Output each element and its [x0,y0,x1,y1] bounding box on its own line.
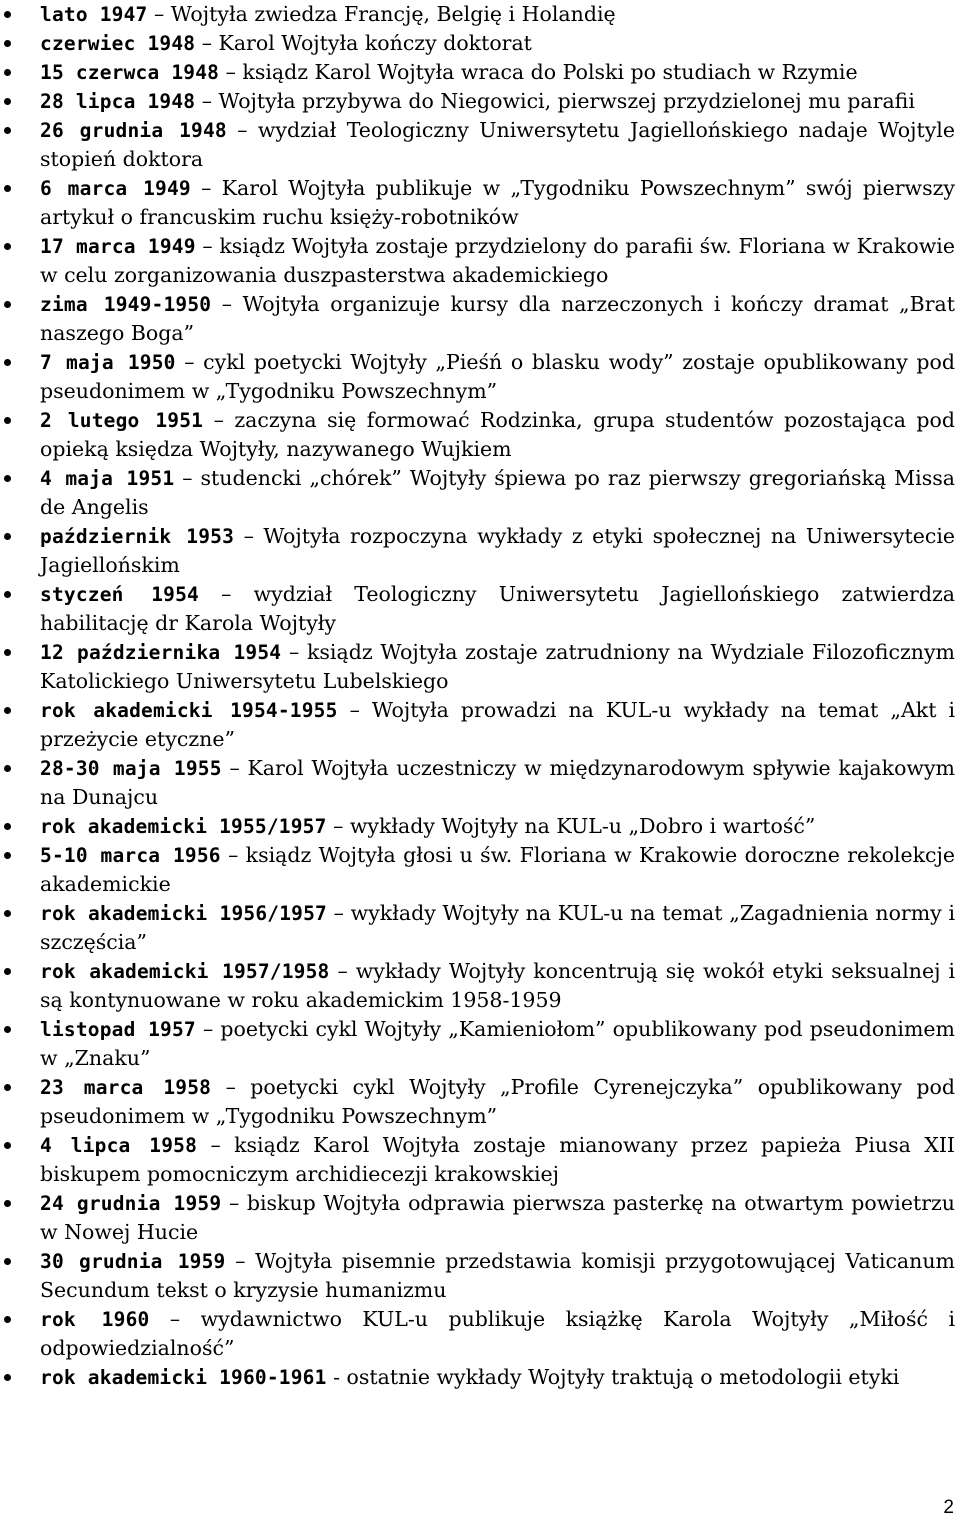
list-item [0,58,958,87]
list-item [0,580,958,638]
list-item [0,464,958,522]
entry-date: rok akademicki 1956/1957 [40,902,327,925]
entry-date: 30 grudnia 1959 [40,1250,226,1273]
list-item [0,1131,958,1189]
entry-date: rok akademicki 1955/1957 [40,815,327,838]
list-item [0,1073,958,1131]
list-item [0,348,958,406]
list-item [0,1363,958,1392]
entry-date: 2 lutego 1951 [40,409,204,432]
entry-date: 28 lipca 1948 [40,90,196,113]
entry-text: – cykl poetycki Wojtyły „Pieśń o blasku wody” zostaje opublikowany pod pseudonimem w „Tygodniku Powszechnym” [40,350,956,403]
entry-date: 7 maja 1950 [40,351,176,374]
entry-text: – Wojtyła przybywa do Niegowici, pierwszej przydzielonej mu parafii [195,89,915,113]
entry-text: – ksiądz Karol Wojtyła wraca do Polski po studiach w Rzymie [219,60,858,84]
list-item [0,87,958,116]
entry-text: – wydział Teologiczny Uniwersytetu Jagiellońskiego nadaje Wojtyle stopień doktora [40,118,955,171]
entry-text: – Wojtyła zwiedza Francję, Belgię i Holandię [147,2,616,26]
entry-text: – zaczyna się formować Rodzinka, grupa studentów pozostająca pod opieką księdza Wojtyły, nazywanego Wujkiem [40,408,955,461]
list-item [0,174,958,232]
list-item [0,957,958,1015]
entry-text: – biskup Wojtyła odprawia pierwsza pasterkę na otwartym powietrzu w Nowej Hucie [40,1191,955,1244]
entry-text: – Wojtyła organizuje kursy dla narzeczonych i kończy dramat „Brat naszego Boga” [40,292,955,345]
list-item [0,1189,958,1247]
entry-text: – ksiądz Wojtyła zostaje przydzielony do parafii św. Floriana w Krakowie w celu zorganizowania duszpasterstwa akademickiego [40,234,955,287]
entry-date: 5-10 marca 1956 [40,844,221,867]
list-item [0,812,958,841]
entry-date: 4 lipca 1958 [40,1134,198,1157]
list-item [0,841,958,899]
list-item [0,1015,958,1073]
entry-date: lato 1947 [40,3,148,26]
entry-text: - ostatnie wykłady Wojtyły traktują o metodologii etyki [326,1365,900,1389]
entry-date: styczeń 1954 [40,583,199,606]
entry-date: 4 maja 1951 [40,467,175,490]
entry-text: – Karol Wojtyła publikuje w „Tygodniku Powszechnym” swój pierwszy artykuł o francuskim ruchu księży-robotników [40,176,955,229]
entry-text: – Karol Wojtyła kończy doktorat [195,31,532,55]
list-item [0,1247,958,1305]
entry-text: – wydział Teologiczny Uniwersytetu Jagiellońskiego zatwierdza habilitację dr Karola Wojtyły [40,582,955,635]
entry-date: 17 marca 1949 [40,235,196,258]
entry-date: rok akademicki 1960-1961 [40,1366,327,1389]
entry-text: – ksiądz Wojtyła zostaje zatrudniony na Wydziale Filozoficznym Katolickiego Uniwersytetu Lubelskiego [40,640,955,693]
list-item [0,29,958,58]
list-item [0,0,958,29]
list-item [0,1305,958,1363]
entry-text: – Wojtyła pisemnie przedstawia komisji przygotowującej Vaticanum Secundum tekst o kryzysie humanizmu [40,1249,955,1302]
entry-text: – ksiądz Wojtyła głosi u św. Floriana w Krakowie doroczne rekolekcje akademickie [40,843,955,896]
entry-text: – Wojtyła prowadzi na KUL-u wykłady na temat „Akt i przeżycie etyczne” [40,698,956,751]
entry-text: – wykłady Wojtyły na KUL-u „Dobro i wartość” [326,814,816,838]
entry-text: – wydawnictwo KUL-u publikuje książkę Karola Wojtyły „Miłość i odpowiedzialność” [40,1307,955,1360]
list-item [0,696,958,754]
entry-date: 24 grudnia 1959 [40,1192,222,1215]
entry-text: – Karol Wojtyła uczestniczy w międzynarodowym spływie kajakowym na Dunajcu [40,756,955,809]
entry-date: 28-30 maja 1955 [40,757,222,780]
entry-date: rok 1960 [40,1308,150,1331]
entry-date: październik 1953 [40,525,235,548]
list-item [0,638,958,696]
entry-date: zima 1949-1950 [40,293,212,316]
entry-text: – Wojtyła rozpoczyna wykłady z etyki społecznej na Uniwersytecie Jagiellońskim [40,524,956,577]
entry-text: – poetycki cykl Wojtyły „Kamieniołom” opublikowany pod pseudonimem w „Znaku” [40,1017,955,1070]
list-item [0,232,958,290]
entry-date: 23 marca 1958 [40,1076,212,1099]
list-item [0,754,958,812]
entry-date: czerwiec 1948 [40,32,196,55]
entry-text: – poetycki cykl Wojtyły „Profile Cyrenejczyka” opublikowany pod pseudonimem w „Tygodniku Powszechnym” [40,1075,955,1128]
list-item [0,522,958,580]
entry-date: 15 czerwca 1948 [40,61,220,84]
entry-text: – studencki „chórek” Wojtyły śpiewa po raz pierwszy gregoriańską Missa de Angelis [40,466,955,519]
page-number: 2 [943,1497,954,1518]
entry-date: rok akademicki 1954-1955 [40,699,338,722]
entry-date: rok akademicki 1957/1958 [40,960,330,983]
entry-text: – wykłady Wojtyły na KUL-u na temat „Zagadnienia normy i szczęścia” [40,901,956,954]
list-item [0,406,958,464]
entry-date: 6 marca 1949 [40,177,191,200]
list-item [0,116,958,174]
entry-date: 12 października 1954 [40,641,282,664]
entry-date: 26 grudnia 1948 [40,119,227,142]
list-item [0,899,958,957]
entry-text: – ksiądz Karol Wojtyła zostaje mianowany przez papieża Piusa XII biskupem pomocniczym archidiecezji krakowskiej [40,1133,956,1186]
entry-text: – wykłady Wojtyły koncentrują się wokół etyki seksualnej i są kontynuowane w roku akademickim 1958-1959 [40,959,956,1012]
entry-date: listopad 1957 [40,1018,196,1041]
list-item [0,290,958,348]
